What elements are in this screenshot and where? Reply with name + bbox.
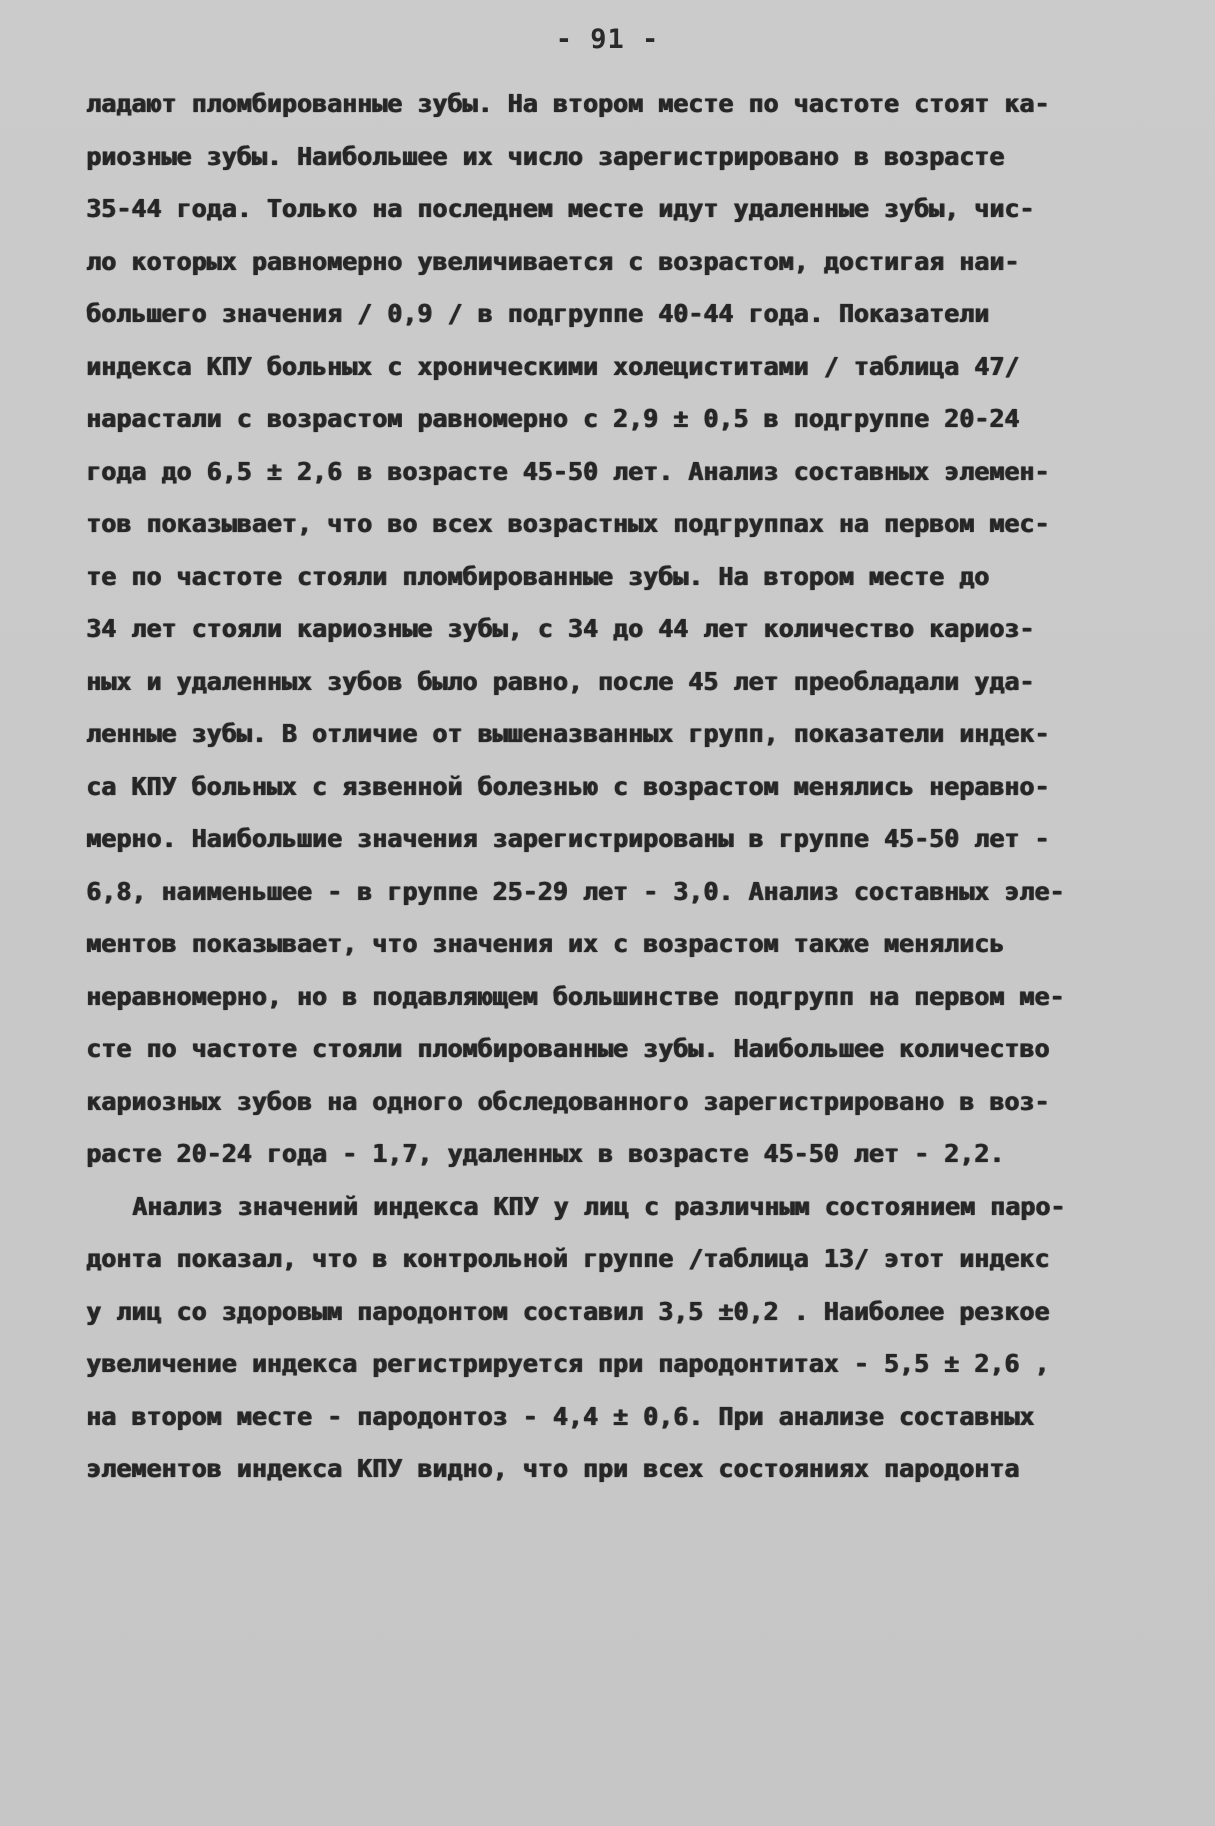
text-line: донта показал, что в контрольной группе /таблица 13/ этот индекс — [86, 1244, 1050, 1273]
text-line: риозные зубы. Наибольшее их число зарегистрировано в возрасте — [86, 141, 1005, 171]
text-line: ных и удаленных зубов было равно, после 45 лет преобладали уда- — [86, 666, 1035, 696]
text-line: кариозных зубов на одного обследованного зарегистрировано в воз- — [86, 1086, 1050, 1116]
text-line: элементов индекса КПУ видно, что при всех состояниях пародонта — [86, 1454, 1020, 1483]
text-line: те по частоте стояли пломбированные зубы. На втором месте до — [86, 561, 990, 591]
body-text — [86, 78, 1136, 1496]
text-line: 34 лет стояли кариозные зубы, с 34 до 44 лет количество кариоз- — [86, 614, 1035, 643]
text-line: нарастали с возрастом равномерно с 2,9 ± 0,5 в подгруппе 20-24 — [86, 404, 1020, 433]
text-line: индекса КПУ больных с хроническими холециститами / таблица 47/ — [86, 351, 1020, 381]
text-line: ленные зубы. В отличие от вышеназванных групп, показатели индек- — [86, 719, 1050, 748]
text-line: неравномерно, но в подавляющем большинстве подгрупп на первом ме- — [86, 981, 1065, 1011]
text-line: ло которых равномерно увеличивается с возрастом, достигая наи- — [86, 246, 1020, 276]
text-line: расте 20-24 года - 1,7, удаленных в возрасте 45-50 лет - 2,2. — [86, 1139, 1005, 1168]
text-line: увеличение индекса регистрируется при пародонтитах - 5,5 ± 2,6 , — [86, 1349, 1050, 1378]
text-line: у лиц со здоровым пародонтом составил 3,5 ±0,2 . Наиболее резкое — [86, 1296, 1050, 1326]
text-line: на втором месте - пародонтоз - 4,4 ± 0,6. При анализе составных — [86, 1401, 1035, 1431]
text-line: са КПУ больных с язвенной болезнью с возрастом менялись неравно- — [86, 771, 1050, 801]
text-line: сте по частоте стояли пломбированные зубы. Наибольшее количество — [86, 1034, 1050, 1063]
text-line: ладают пломбированные зубы. На втором месте по частоте стоят ка- — [86, 89, 1050, 118]
text-line: большего значения / 0,9 / в подгруппе 40-44 года. Показатели — [86, 299, 990, 328]
paragraph-start-line: Анализ значений индекса КПУ у лиц с различным состоянием паро- — [132, 1191, 1066, 1221]
text-line: тов показывает, что во всех возрастных подгруппах на первом мес- — [86, 509, 1050, 538]
page-number: - 91 - — [555, 24, 660, 55]
text-line: 35-44 года. Только на последнем месте идут удаленные зубы, чис- — [86, 194, 1035, 223]
text-line: 6,8, наименьшее - в группе 25-29 лет - 3,0. Анализ составных эле- — [86, 876, 1065, 906]
text-line: мерно. Наибольшие значения зарегистрированы в группе 45-50 лет - — [86, 824, 1050, 853]
text-line: ментов показывает, что значения их с возрастом также менялись — [86, 929, 1005, 958]
text-line: года до 6,5 ± 2,6 в возрасте 45-50 лет. Анализ составных элемен- — [86, 456, 1050, 486]
